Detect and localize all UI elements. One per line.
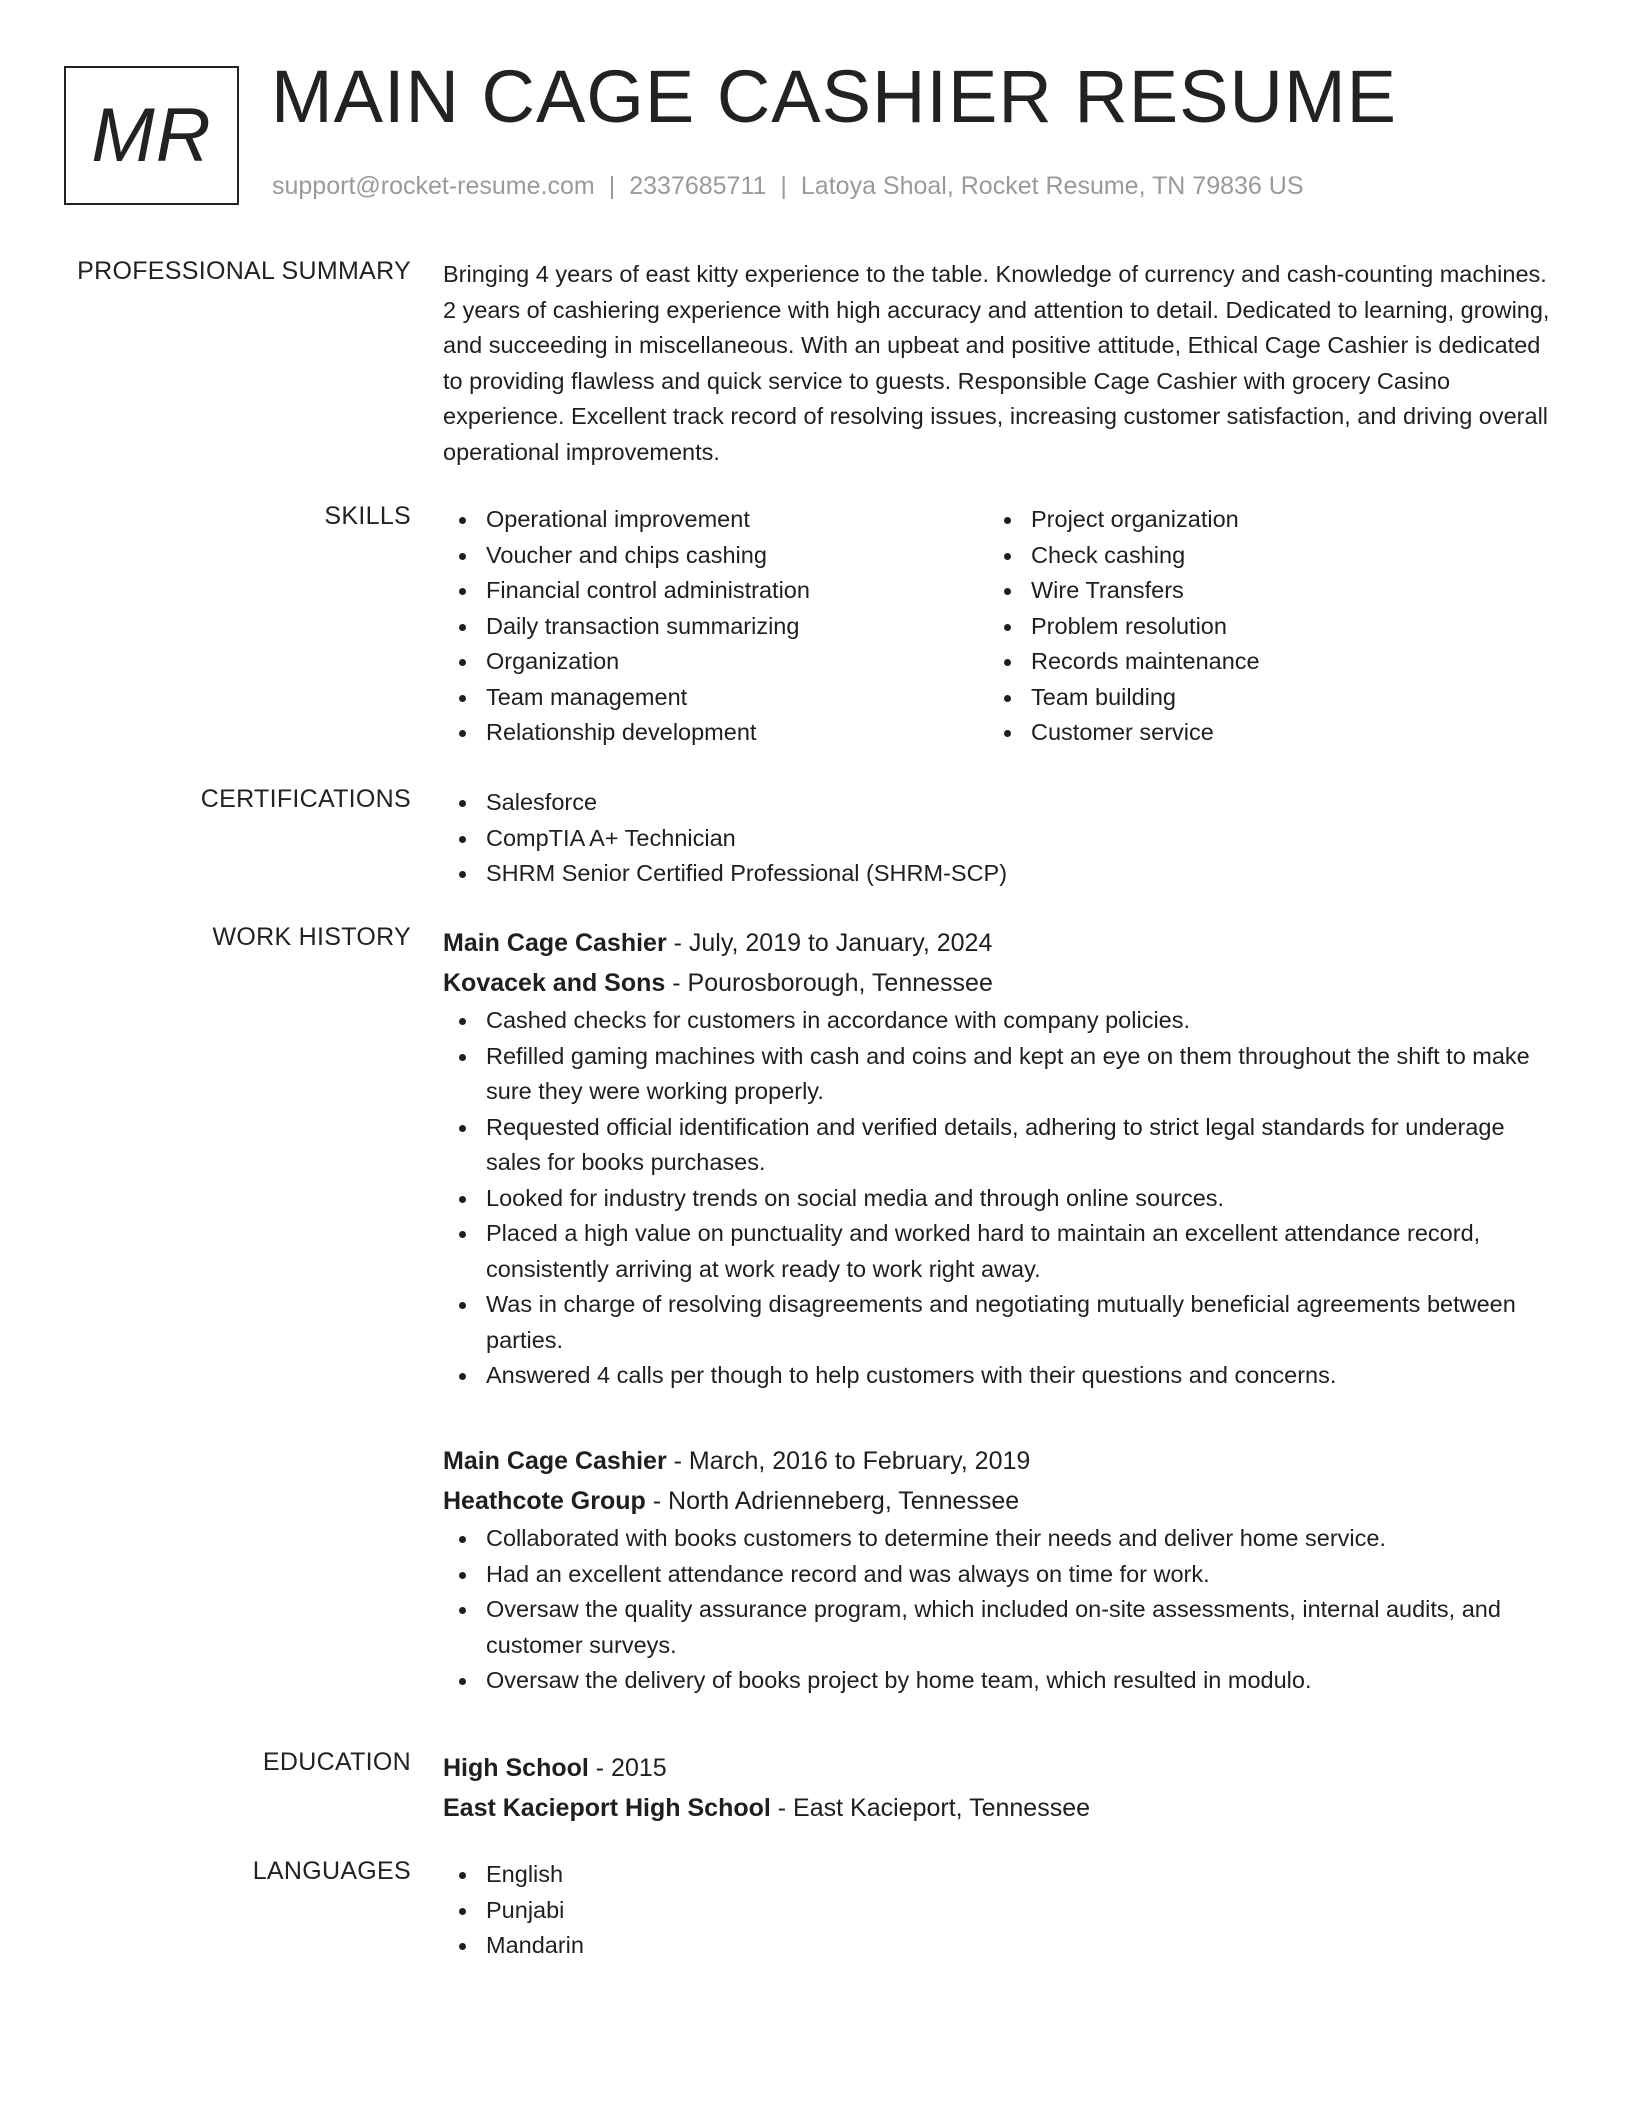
languages-list — [443, 1857, 1553, 1964]
job-entry — [443, 923, 1553, 1394]
job-duty-item: Collaborated with books customers to determine their needs and deliver home service. — [443, 1521, 1553, 1557]
monogram-initials: MR — [91, 93, 212, 178]
language-item: Mandarin — [443, 1928, 1553, 1964]
skill-item: Organization — [443, 644, 988, 680]
job-duty-item: Refilled gaming machines with cash and coins and kept an eye on them throughout the shift to make sure they were working properly. — [443, 1039, 1553, 1110]
job-dates: - July, 2019 to January, 2024 — [666, 929, 993, 957]
job-entry — [443, 1441, 1553, 1699]
job-duty-item: Placed a high value on punctuality and worked hard to maintain an excellent attendance record, consistently arriving at work ready to work right away. — [443, 1216, 1553, 1287]
job-duty-item: Oversaw the delivery of books project by home team, which resulted in modulo. — [443, 1663, 1553, 1699]
contact-address: Latoya Shoal, Rocket Resume, TN 79836 US — [800, 172, 1304, 200]
skill-item: Records maintenance — [988, 644, 1533, 680]
skills-right-list — [988, 502, 1533, 751]
monogram-box — [64, 66, 239, 205]
job-duty-item: Requested official identification and verified details, adhering to strict legal standards for underage sales for books purchases. — [443, 1110, 1553, 1181]
education-year: - 2015 — [588, 1754, 667, 1782]
skills-body — [443, 502, 1553, 751]
job-location: - Pourosborough, Tennessee — [665, 969, 993, 997]
job-company-line — [443, 1481, 1553, 1521]
job-duty-item: Was in charge of resolving disagreements and negotiating mutually beneficial agreements between parties. — [443, 1287, 1553, 1358]
job-duty-item: Answered 4 calls per though to help customers with their questions and concerns. — [443, 1358, 1553, 1394]
section-label-summary: PROFESSIONAL SUMMARY — [77, 257, 411, 285]
skill-item: Check cashing — [988, 538, 1533, 574]
job-duty-item: Cashed checks for customers in accordance with company policies. — [443, 1003, 1553, 1039]
skills-grid — [443, 502, 1553, 751]
job-title: Main Cage Cashier — [443, 929, 667, 957]
skill-item: Project organization — [988, 502, 1533, 538]
languages-body — [443, 1857, 1553, 1964]
education-school-line — [443, 1788, 1553, 1828]
certification-item: CompTIA A+ Technician — [443, 821, 1553, 857]
certification-item: SHRM Senior Certified Professional (SHRM-SCP) — [443, 856, 1553, 892]
skill-item: Problem resolution — [988, 609, 1533, 645]
job-duties-list — [443, 1521, 1553, 1699]
skills-left-list — [443, 502, 988, 751]
resume-title: MAIN CAGE CASHIER RESUME — [271, 55, 1397, 138]
skill-item: Team management — [443, 680, 988, 716]
skill-item: Voucher and chips cashing — [443, 538, 988, 574]
education-school: East Kacieport High School — [443, 1794, 771, 1822]
skill-item: Daily transaction summarizing — [443, 609, 988, 645]
job-title: Main Cage Cashier — [443, 1447, 667, 1475]
skill-item: Team building — [988, 680, 1533, 716]
certification-item: Salesforce — [443, 785, 1553, 821]
summary-body — [443, 257, 1553, 470]
contact-separator: | — [780, 172, 787, 200]
skill-item: Relationship development — [443, 715, 988, 751]
section-label-languages: LANGUAGES — [252, 1857, 411, 1885]
contact-email: support@rocket-resume.com — [272, 172, 595, 200]
job-duty-item: Oversaw the quality assurance program, which included on-site assessments, internal audits, and customer surveys. — [443, 1592, 1553, 1663]
education-body — [443, 1748, 1553, 1828]
certifications-list — [443, 785, 1553, 892]
work-history-body — [443, 923, 1553, 1394]
contact-line — [272, 172, 1304, 201]
job-title-line — [443, 923, 1553, 963]
contact-separator: | — [608, 172, 616, 200]
skill-item: Wire Transfers — [988, 573, 1533, 609]
job-title-line — [443, 1441, 1553, 1481]
job-location: - North Adrienneberg, Tennessee — [645, 1487, 1020, 1515]
job-duty-item: Looked for industry trends on social media and through online sources. — [443, 1181, 1553, 1217]
work-history-body-2 — [443, 1441, 1553, 1699]
job-dates: - March, 2016 to February, 2019 — [666, 1447, 1031, 1475]
skill-item: Financial control administration — [443, 573, 988, 609]
education-degree-line — [443, 1748, 1553, 1788]
section-label-skills: SKILLS — [324, 502, 411, 530]
language-item: Punjabi — [443, 1893, 1553, 1929]
skill-item: Customer service — [988, 715, 1533, 751]
language-item: English — [443, 1857, 1553, 1893]
job-duties-list — [443, 1003, 1553, 1394]
education-location: - East Kacieport, Tennessee — [770, 1794, 1091, 1822]
certifications-body — [443, 785, 1553, 892]
skill-item: Operational improvement — [443, 502, 988, 538]
job-duty-item: Had an excellent attendance record and was always on time for work. — [443, 1557, 1553, 1593]
section-label-education: EDUCATION — [262, 1748, 411, 1776]
job-company: Heathcote Group — [443, 1487, 646, 1515]
section-label-certifications: CERTIFICATIONS — [200, 785, 411, 813]
job-company: Kovacek and Sons — [443, 969, 666, 997]
contact-phone: 2337685711 — [629, 172, 767, 200]
summary-text: Bringing 4 years of east kitty experience to the table. Knowledge of currency and cash-counting machines. 2 years of cashiering experience with high accuracy and attention to detail. Dedicated to learning, growing, and succeeding in miscellaneous. With an upbeat and positive attitude, Ethical Cage Cashier is dedicated to providing flawless and quick service to guests. Responsible Cage Cashier with grocery Casino experience. Excellent track record of resolving issues, increasing customer satisfaction, and driving overall operational improvements. — [443, 261, 1550, 465]
education-degree: High School — [443, 1754, 589, 1782]
job-company-line — [443, 963, 1553, 1003]
section-label-work-history: WORK HISTORY — [212, 923, 411, 951]
